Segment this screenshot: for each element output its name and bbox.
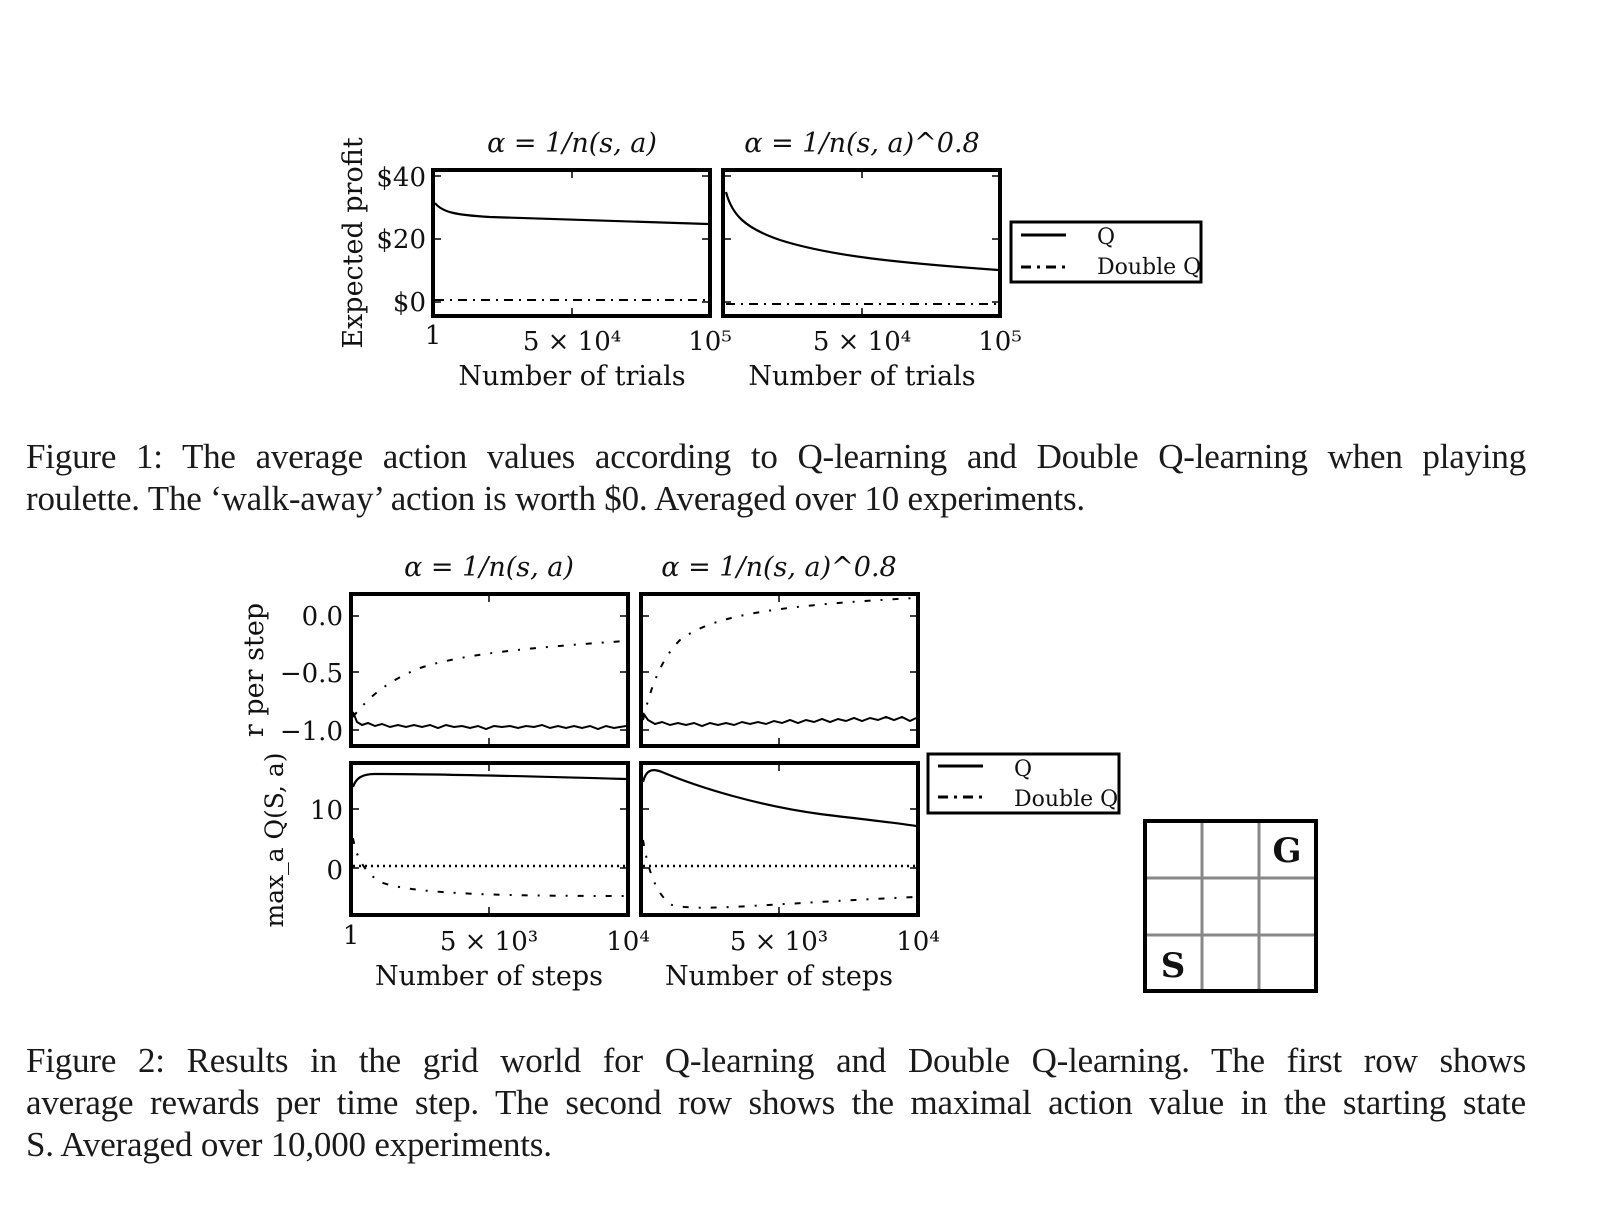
fig1-panel2-xtick-mid: 5 × 10⁴ xyxy=(812,327,912,357)
fig1-ylabel: Expected profit xyxy=(338,137,369,349)
fig1-panel1-xtick-mid: 5 × 10⁴ xyxy=(522,327,622,357)
fig2-r1p2-doubleq-line xyxy=(643,598,916,720)
fig2-r2-panel-2 xyxy=(641,763,918,915)
fig2-panel1-xtick-mid: 5 × 10³ xyxy=(439,927,539,957)
fig2-panel1-xtick-1: 1 xyxy=(342,921,360,951)
fig2-row1-ytick-neg05: −0.5 xyxy=(279,659,343,689)
fig1-panel1-xtick-1: 1 xyxy=(424,321,442,351)
figure-1 xyxy=(338,128,1201,392)
fig2-panel1-xtick-max: 10⁴ xyxy=(606,927,650,957)
fig2-row2-ylabel: max_a Q(S, a) xyxy=(260,752,289,928)
fig2-panel2-xtick-max: 10⁴ xyxy=(896,927,940,957)
fig2-r2p1-q-line xyxy=(353,774,626,787)
fig1-ytick-0: $0 xyxy=(392,288,426,318)
fig1-panel1-xlabel: Number of trials xyxy=(458,361,686,392)
fig2-r1p1-q-line xyxy=(353,712,626,729)
figure-2-caption-line2: average rewards per time step. The second row shows the maximal action value in the starting state xyxy=(26,1083,1526,1122)
fig1-panel2-xtick-max: 10⁵ xyxy=(978,327,1022,357)
fig2-panel2-xtick-mid: 5 × 10³ xyxy=(729,927,829,957)
fig1-legend xyxy=(1011,222,1201,282)
fig1-panel1-q-line xyxy=(435,203,708,224)
fig2-row2-ytick-10: 10 xyxy=(309,796,343,826)
fig1-panel1-xtick-max: 10⁵ xyxy=(688,327,732,357)
fig2-r2p1-doubleq-line xyxy=(353,838,626,896)
figure-2-caption xyxy=(26,1040,1526,1166)
fig1-panel2-xlabel: Number of trials xyxy=(748,361,976,392)
fig2-row1-ytick-neg1: −1.0 xyxy=(279,717,343,747)
fig1-panel1-title: α = 1/n(s, a) xyxy=(487,128,657,159)
grid-world xyxy=(1145,821,1316,991)
fig1-legend-q: Q xyxy=(1097,225,1116,250)
figure-1-caption xyxy=(26,436,1526,520)
fig2-row1-ylabel: r per step xyxy=(239,602,270,738)
fig2-r2p2-doubleq-line xyxy=(643,840,916,908)
goal-cell-label: G xyxy=(1272,831,1302,871)
fig1-ytick-20: $20 xyxy=(376,225,426,255)
fig2-legend xyxy=(928,754,1119,813)
fig2-legend-doubleq: Double Q xyxy=(1014,787,1119,812)
figure-2-caption-line3: S. Averaged over 10,000 experiments. xyxy=(26,1125,552,1164)
fig2-r2-panel-1 xyxy=(351,763,628,915)
fig2-r1-panel-2 xyxy=(641,594,918,746)
figure-2 xyxy=(239,552,1316,992)
fig2-r2p2-q-line xyxy=(643,770,916,826)
fig2-r1-panel-1 xyxy=(351,594,628,746)
start-cell-label: S xyxy=(1160,946,1186,986)
fig2-r1p1-doubleq-line xyxy=(353,641,626,717)
figure-1-caption-line1: Figure 1: The average action values according to Q-learning and Double Q-learning when playing xyxy=(26,437,1526,476)
figure-2-caption-line1: Figure 2: Results in the grid world for Q-learning and Double Q-learning. The first row shows xyxy=(26,1041,1526,1080)
fig2-panel1-xlabel: Number of steps xyxy=(374,961,604,992)
fig2-legend-q: Q xyxy=(1014,757,1033,782)
fig1-panel-1 xyxy=(425,128,732,392)
fig1-legend-doubleq: Double Q xyxy=(1097,255,1202,280)
fig2-row2-ytick-0: 0 xyxy=(326,856,343,886)
fig1-panel2-title: α = 1/n(s, a)^0.8 xyxy=(744,128,980,159)
fig1-ytick-40: $40 xyxy=(376,163,426,193)
fig2-panel1-title: α = 1/n(s, a) xyxy=(404,552,574,583)
fig2-r1p2-q-line xyxy=(643,713,916,726)
fig2-panel2-xlabel: Number of steps xyxy=(664,961,894,992)
fig1-panel-2 xyxy=(723,128,1022,392)
fig2-panel2-title: α = 1/n(s, a)^0.8 xyxy=(661,552,897,583)
fig2-row1-ytick-0: 0.0 xyxy=(301,602,343,632)
figure-1-caption-line2: roulette. The ‘walk-away’ action is worth $0. Averaged over 10 experiments. xyxy=(26,479,1085,518)
fig1-panel2-q-line xyxy=(726,192,998,270)
